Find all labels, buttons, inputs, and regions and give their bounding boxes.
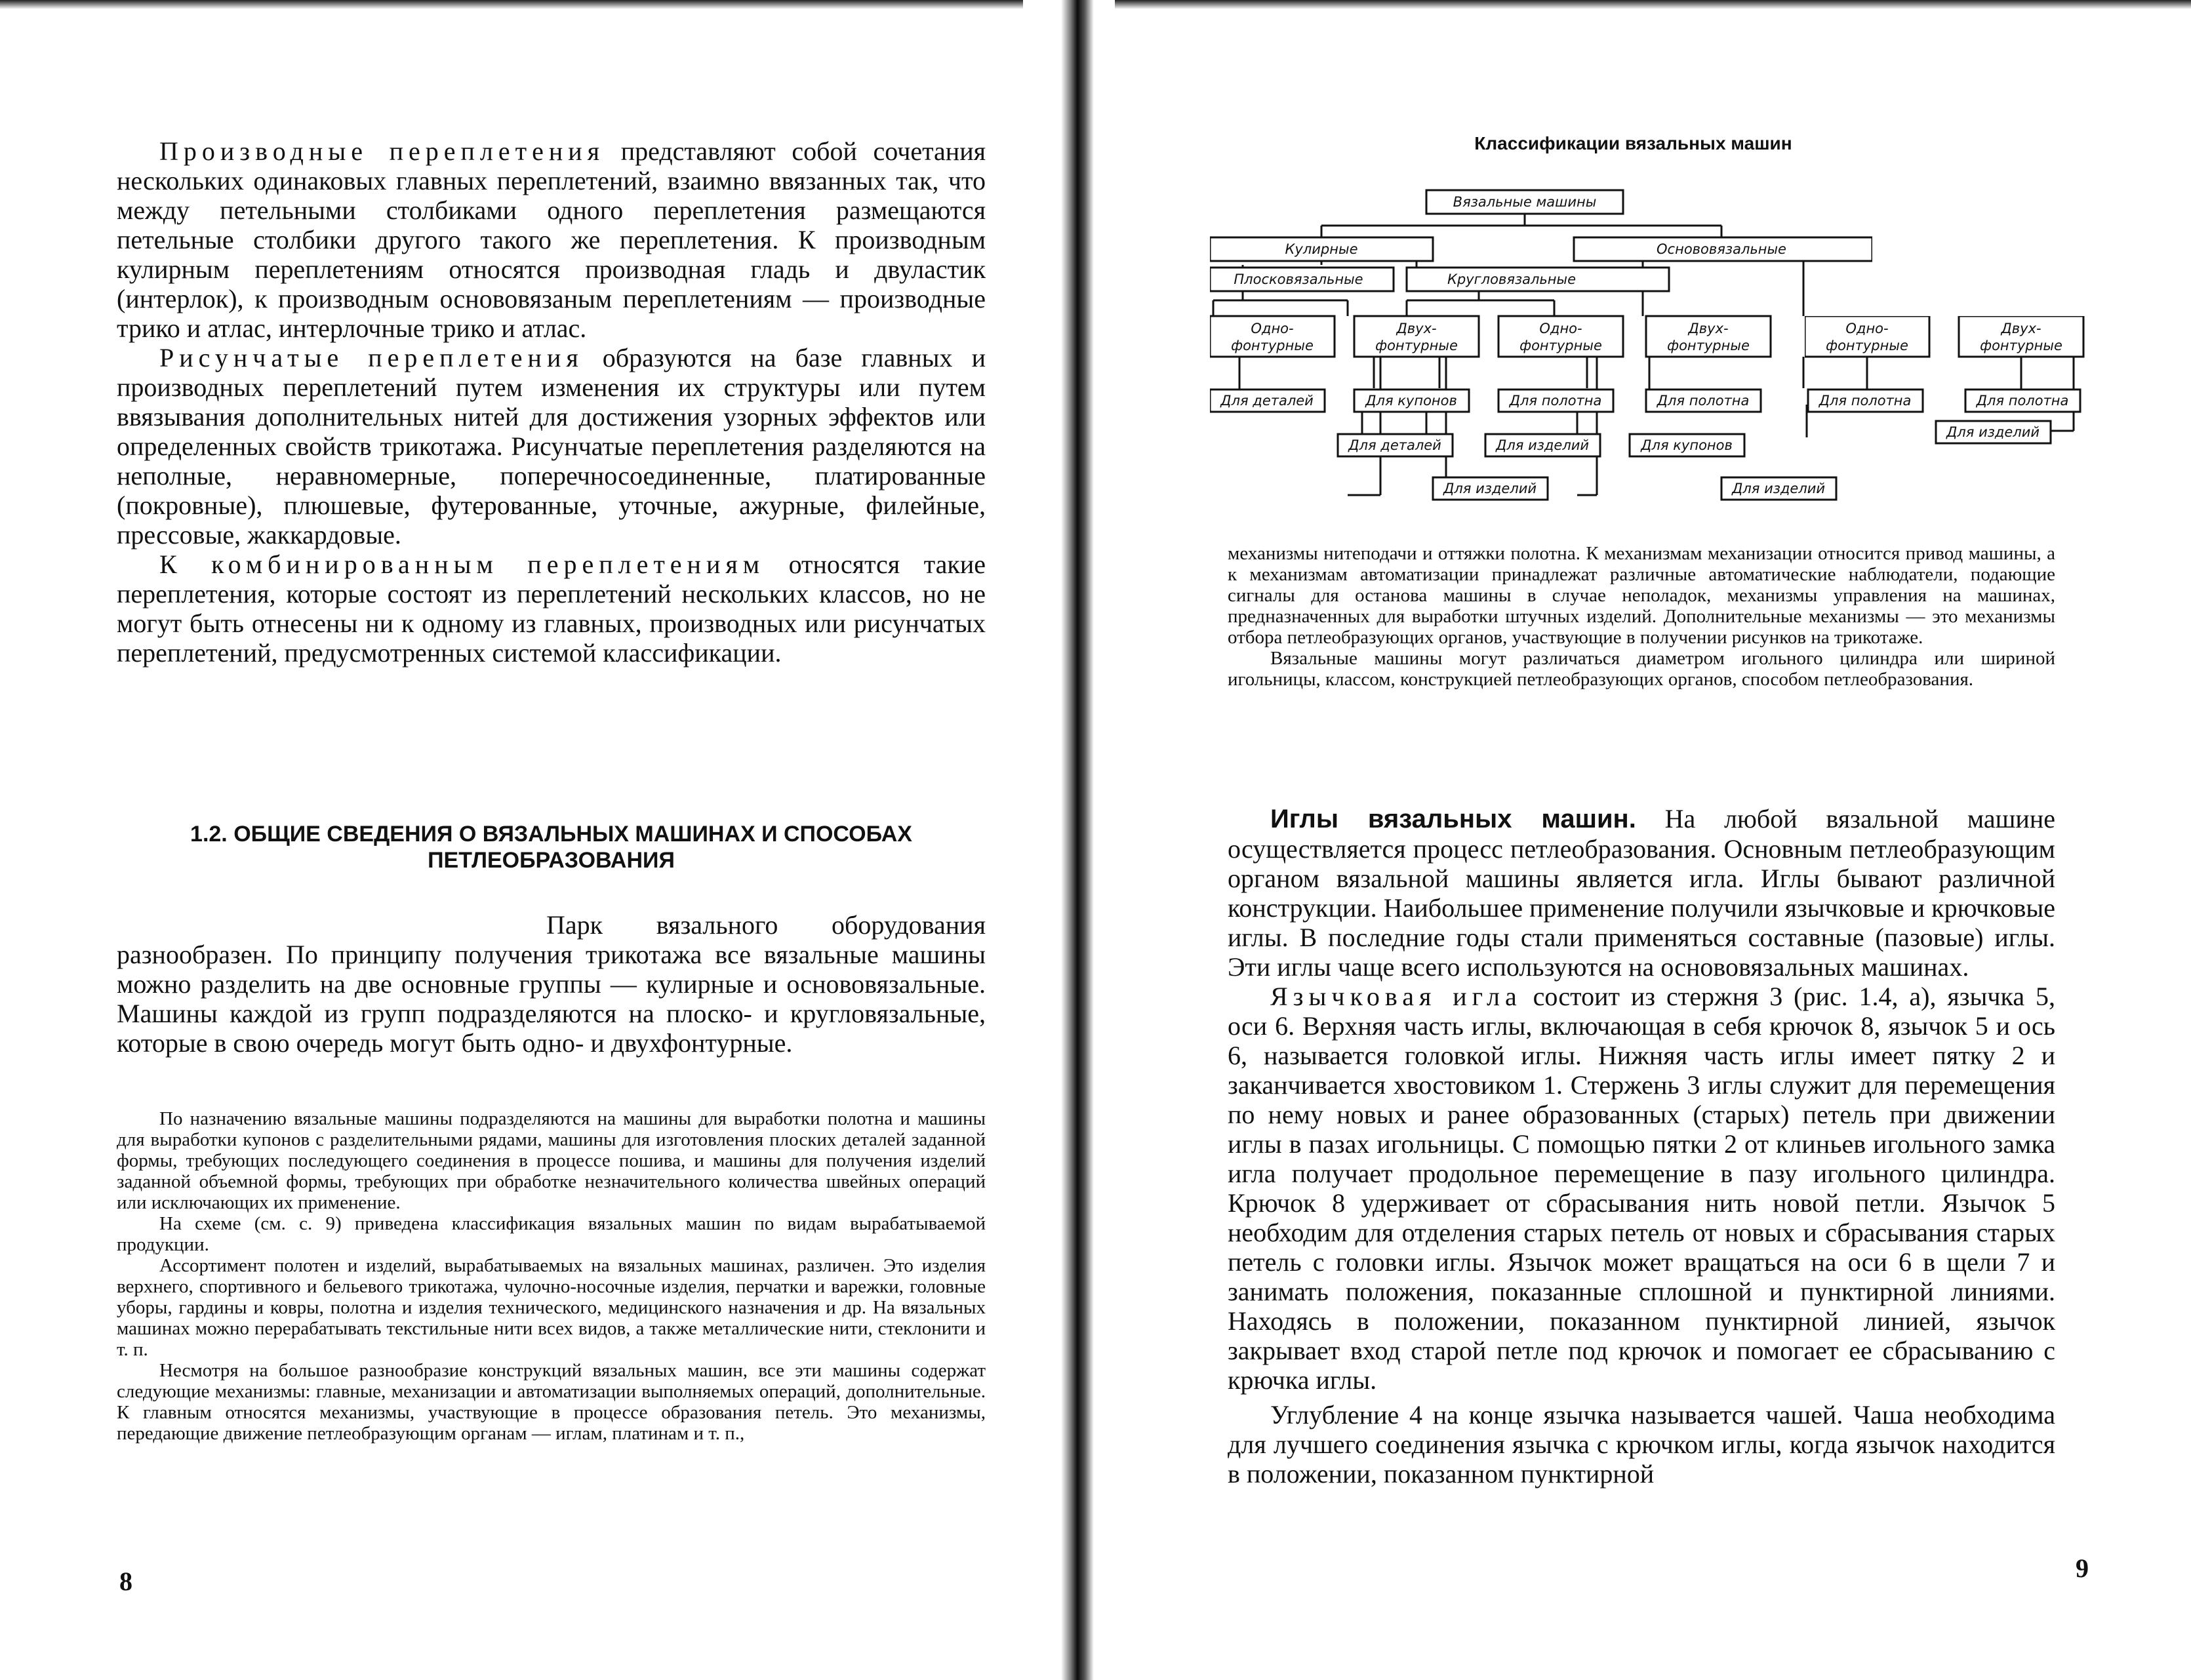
label-for-fabric: Для полотна	[1819, 393, 1912, 409]
label-for-fabric: Для полотна	[1509, 393, 1602, 409]
small-paragraph: По назначению вязальные машины подразделяются на машины для выработки полотна и машины для выработки купонов с разделительными рядами, машины для изготовления плоских деталей заданной формы, требующих последующего соединения в процессе пошива, и машины для получения изделий заданной объемной формы, требующих при обработке незначительного количества швейных операций или исключающих их применение.	[117, 1108, 986, 1213]
page-number-left: 8	[119, 1567, 132, 1596]
left-text-top	[117, 136, 986, 668]
paragraph-text: На любой вязальной машине осуществляется процесс петлеобразования. Основным петлеобразующим органом вязальной машины является игла. Иглы бывают различной конструкции. Наибольшее применение получили язычковые и крючковые иглы. В последние годы стали применяться составные (пазовые) иглы. Эти иглы чаще всего используются на основовязальных машинах.	[1228, 804, 2055, 982]
classification-diagram-svg	[1210, 185, 1872, 510]
paragraph-cup: Углубление 4 на конце язычка называется чашей. Чаша необходима для лучшего соединения язычка с крючком иглы, когда язычок находится в положении, показанном пунктирной	[1228, 1400, 2055, 1489]
right-main-text	[1228, 804, 2055, 1489]
right-small-text	[1228, 543, 2055, 690]
label-osnov: Основовязальные	[1657, 241, 1786, 257]
paragraph-derived	[117, 136, 986, 343]
section-heading	[117, 821, 986, 873]
label-for-items: Для изделий	[1443, 481, 1537, 496]
wire-circ-double	[1577, 357, 1597, 495]
term-combined: К комбинированным переплетениям	[159, 550, 765, 579]
wire-circ-single	[1426, 357, 1446, 495]
small-paragraph: Ассортимент полотен и изделий, вырабатываемых на вязальных машинах, различен. Это изделия верхнего, спортивного и бельевого трикотажа, чулочно-носочные изделия, перчатки и варежки, головные уборы, гардины и ковры, полотна и изделия технического, медицинского назначения и др. На вязальных машинах можно перерабатывать текстильные нити всех видов, а также металлические нити, стеклонити и т. п.	[117, 1255, 986, 1360]
term-patterned: Рисунчатые переплетения	[159, 343, 584, 372]
label-single: Одно-	[1539, 321, 1582, 336]
paragraph-patterned	[117, 343, 986, 550]
paragraph-combined	[117, 550, 986, 668]
label-fontur: фонтурные	[1375, 338, 1458, 353]
label-for-items: Для изделий	[1946, 424, 2040, 440]
paragraph-latch-needle	[1228, 982, 2055, 1395]
label-double: Двух-	[1396, 321, 1437, 336]
page-number-right: 9	[2076, 1553, 2089, 1583]
label-for-coupons: Для купонов	[1365, 393, 1457, 409]
paragraph-text: состоит из стержня 3 (рис. 1.4, а), язычка 5, оси 6. Верхняя часть иглы, включающая в себя крючок 8, язычок 5 и ось 6, называется головкой иглы. Нижняя часть иглы имеет пятку 2 и заканчивается хвостовиком 1. Стержень 3 иглы служит для перемещения по нему новых и ранее образованных (старых) петель при движении иглы в пазах игольницы. С помощью пятки 2 от клиньев игольного замка игла получает продольное перемещение в пазу игольного цилиндра. Крючок 8 удерживает от сбрасывания нить новой петли. Язычок 5 необходим для отделения старых петель от новых и сбрасывания старых петель с головки иглы. Язычок может вращаться на оси 6 в щели 7 и занимать положения, показанные сплошной и пунктирной линиями. Находясь в положении, показанном пунктирной линией, язычок закрывает вход старой петле под крючок и помогает ее сбрасыванию с крючка иглы.	[1228, 982, 2055, 1395]
label-for-coupons: Для купонов	[1641, 437, 1733, 453]
wire-circ-machines	[1407, 290, 1554, 316]
label-for-fabric: Для полотна	[1976, 393, 2069, 409]
label-knitting-machines: Вязальные машины	[1453, 194, 1597, 210]
label-single: Одно-	[1845, 321, 1889, 336]
wire-flat-machines	[1213, 290, 1348, 316]
wire-flat-double	[1348, 357, 1380, 495]
label-single: Одно-	[1251, 321, 1294, 336]
left-page	[0, 0, 1075, 1680]
label-for-details: Для деталей	[1220, 393, 1314, 409]
classification-diagram	[1210, 185, 1872, 510]
label-double: Двух-	[2001, 321, 2041, 336]
section-heading-line1: 1.2. ОБЩИЕ СВЕДЕНИЯ О ВЯЗАЛЬНЫХ МАШИНАХ И СПОСОБАХ	[190, 822, 912, 847]
label-fontur: фонтурные	[1519, 338, 1602, 353]
label-kulir: Кулирные	[1285, 241, 1358, 257]
label-fontur: фонтурные	[1231, 338, 1314, 353]
term-derived: Производные переплетения	[159, 136, 605, 166]
osnov-subtree-svg	[1805, 316, 2093, 460]
label-for-details: Для деталей	[1348, 437, 1441, 453]
paragraph-needles	[1228, 804, 2055, 982]
scheme-title: Классификации вязальных машин	[1474, 133, 1792, 153]
label-for-fabric: Для полотна	[1657, 393, 1750, 409]
section-heading-line2: ПЕТЛЕОБРАЗОВАНИЯ	[428, 848, 675, 873]
right-page	[1075, 0, 2191, 1680]
small-paragraph: механизмы нитеподачи и оттяжки полотна. К механизмам механизации относится привод машины, а к механизмам автоматизации принадлежат различные автоматические наблюдатели, подающие сигналы для останова машины в случае неполадок, механизмы управления на машинах, предназначенных для выработки штучных изделий. Дополнительные механизмы — это механизмы отбора петлеобразующих органов, участвующие в получении рисунков на трикотаже.	[1228, 543, 2055, 648]
label-flat: Плосковязальные	[1234, 271, 1363, 287]
paragraph-text: относятся такие переплетения, которые состоят из переплетений нескольких классов, но не могут быть отнесены ни к одному из главных, производных или рисунчатых переплетений, предусмотренных системой классификации.	[117, 550, 986, 668]
label-fontur: фонтурные	[1667, 338, 1750, 353]
needles-heading: Иглы вязальных машин.	[1270, 805, 1636, 833]
osnov-subtree	[1805, 316, 2093, 460]
label-fontur: фонтурные	[1826, 338, 1908, 353]
paragraph-intro: Парк вязального оборудования разнообразен. По принципу получения трикотажа все вязальные машины можно разделить на две основные группы — кулирные и основовязальные. Машины каждой из групп подразделяются на плоско- и кругловязальные, которые в свою очередь могут быть одно- и двухфонтурные.	[117, 910, 986, 1058]
small-paragraph: На схеме (см. с. 9) приведена классификация вязальных машин по видам вырабатываемой продукции.	[117, 1213, 986, 1255]
small-paragraph: Несмотря на большое разнообразие конструкций вязальных машин, все эти машины содержат следующие механизмы: главные, механизации и автоматизации выполняемых операций, дополнительные. К главным относятся механизмы, участвующие в процессе образования петель. Это механизмы, передающие движение петлеобразующим органам — иглам, платинам и т. п.,	[117, 1360, 986, 1444]
label-circ: Кругловязальные	[1447, 271, 1577, 287]
label-for-items: Для изделий	[1495, 437, 1590, 453]
wire-root-kulir	[1321, 214, 1721, 237]
small-paragraph: Вязальные машины могут различаться диаметром игольного цилиндра или шириной игольницы, классом, конструкцией петлеобразующих органов, способом петлеобразования.	[1228, 648, 2055, 690]
label-double: Двух-	[1688, 321, 1729, 336]
term-latch-needle: Язычковая игла	[1270, 982, 1522, 1011]
label-for-items: Для изделий	[1731, 481, 1826, 496]
left-text-intro	[117, 910, 986, 1058]
paragraph-text: образуются на базе главных и производных переплетений путем изменения их структуры или путем ввязывания дополнительных нитей для достижения узорных эффектов или определенных свойств трикотажа. Рисунчатые переплетения разделяются на неполные, неравномерные, поперечносоединенные, платированные (покровные), плюшевые, футерованные, уточные, ажурные, филейные, прессовые, жаккардовые.	[117, 343, 986, 550]
label-fontur: фонтурные	[1980, 338, 2062, 353]
left-small-text	[117, 1108, 986, 1444]
paragraph-text: представляют собой сочетания нескольких одинаковых главных переплетений, взаимно ввязанных так, что между петельными столбиками одного переплетения размещаются петельные столбики другого такого же переплетения. К производным кулирным переплетениям относятся производная гладь и двуластик (интерлок), к производным основовязаным переплетениям — производные трико и атлас, интерлочные трико и атлас.	[117, 136, 986, 343]
